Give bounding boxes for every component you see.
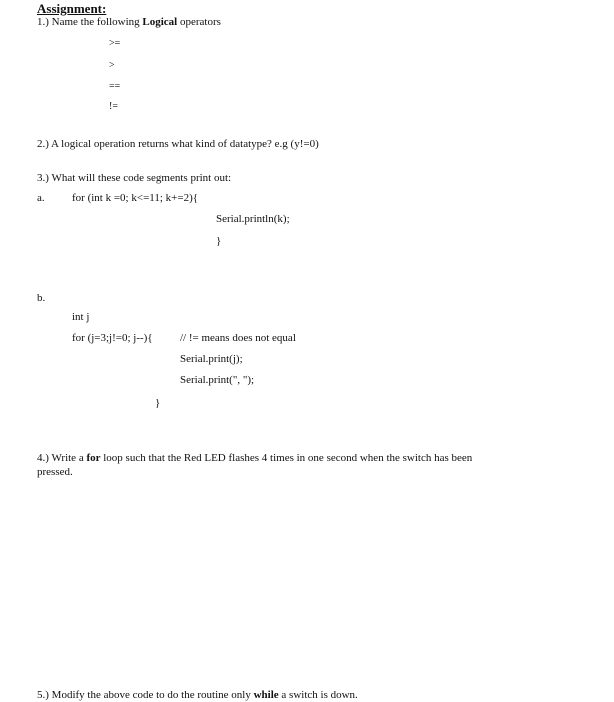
operator-item: == [109, 81, 121, 92]
operator-item: >= [109, 38, 121, 49]
part-b-comment: // != means does not equal [180, 332, 296, 344]
part-b-close-brace: } [155, 397, 161, 409]
part-a-close-brace: } [216, 235, 222, 247]
part-a-for-line: for (int k =0; k<=11; k+=2){ [72, 192, 199, 204]
question-1-suffix: operators [177, 16, 221, 28]
question-5-bold: while [253, 689, 279, 701]
question-4-prefix: 4.) Write a [37, 452, 87, 464]
part-a-body-line: Serial.println(k); [216, 213, 290, 225]
operator-item: > [109, 60, 115, 71]
question-4-suffix: loop such that the Red LED flashes 4 times in one second when the switch has been [100, 452, 473, 464]
part-b-line-1: Serial.print(j); [180, 353, 243, 365]
question-2: 2.) A logical operation returns what kind of datatype? e.g (y!=0) [37, 138, 319, 150]
assignment-heading: Assignment: [37, 1, 107, 16]
question-3: 3.) What will these code segments print out: [37, 172, 232, 184]
part-a-label: a. [37, 192, 45, 204]
question-1-prefix: 1.) Name the following [37, 16, 143, 28]
part-b-label: b. [37, 292, 46, 304]
question-5 [37, 689, 358, 702]
question-5-prefix: 5.) Modify the above code to do the routine only [37, 689, 254, 701]
question-1-bold: Logical [142, 16, 178, 28]
question-4 [37, 452, 472, 465]
question-4-bold: for [86, 452, 101, 464]
part-b-for-line: for (j=3;j!=0; j--){ [72, 332, 153, 344]
question-5-suffix: a switch is down. [278, 689, 358, 701]
operator-item: != [109, 101, 118, 112]
part-b-declaration: int j [72, 311, 90, 323]
question-1 [37, 16, 221, 29]
part-b-line-2: Serial.print(", "); [180, 374, 255, 386]
question-4-line-2: pressed. [37, 466, 73, 478]
